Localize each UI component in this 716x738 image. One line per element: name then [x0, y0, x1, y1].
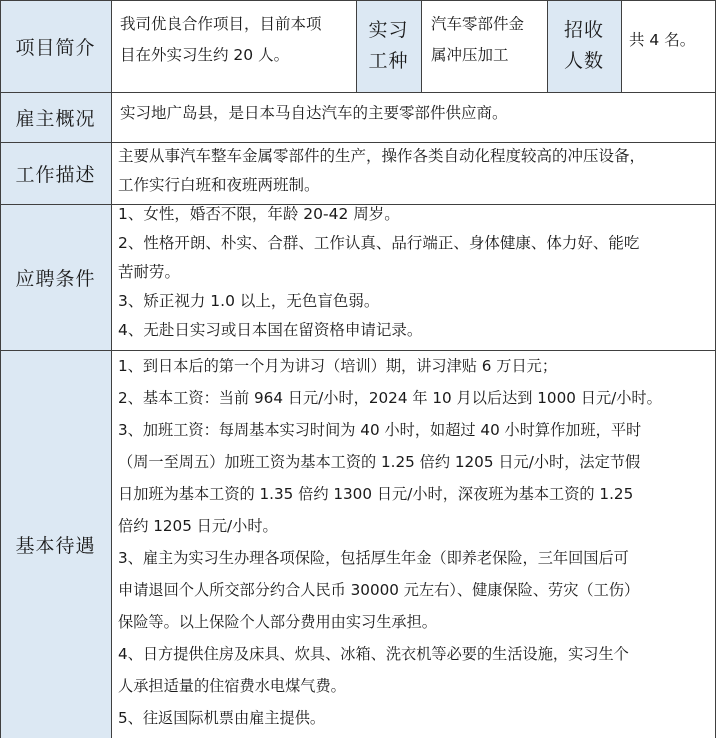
benefit-item: 4、日方提供住房及床具、炊具、冰箱、洗衣机等必要的生活设施，实习生个: [118, 645, 629, 663]
label-work: [0, 142, 111, 204]
label-employer-text: 雇主概况: [15, 107, 96, 130]
type-value-line: 汽车零部件金: [431, 15, 525, 33]
benefit-item: 保险等。以上保险个人部分费用由实习生承担。: [118, 613, 437, 631]
label-requirements: [0, 204, 111, 350]
benefit-item: 倍约 1205 日元/小时。: [118, 517, 278, 535]
project-description: [120, 9, 356, 71]
requirement-item: 3、矫正视力 1.0 以上，无色盲色弱。: [118, 292, 380, 310]
label-project: [0, 0, 111, 92]
grid-line: [421, 0, 422, 92]
requirements-list: [118, 200, 714, 345]
benefit-item: 3、加班工资：每周基本实习时间为 40 小时，如超过 40 小时算作加班，平时: [118, 421, 642, 439]
benefit-item: （周一至周五）加班工资为基本工资的 1.25 倍约 1205 日元/小时，法定节假: [118, 453, 641, 471]
requirement-item: 苦耐劳。: [118, 263, 181, 281]
project-line: 我司优良合作项目，目前本项: [120, 15, 322, 33]
label-recruit-line: 招收: [563, 19, 604, 41]
label-type-line: 实习: [368, 19, 409, 41]
benefit-item: 1、到日本后的第一个月为讲习（培训）期，讲习津贴 6 万日元；: [118, 357, 558, 375]
label-benefits: [0, 350, 111, 738]
requirement-item: 2、性格开朗、朴实、合群、工作认真、品行端正、身体健康、体力好、能吃: [118, 234, 640, 252]
type-value-line: 属冲压加工: [431, 46, 509, 64]
grid-line: [0, 350, 716, 351]
label-work-text: 工作描述: [15, 163, 96, 186]
work-line: 工作实行白班和夜班两班制。: [118, 176, 320, 194]
benefit-item: 人承担适量的住宿费水电煤气费。: [118, 677, 346, 695]
label-requirements-text: 应聘条件: [15, 267, 96, 290]
grid-line: [0, 0, 716, 1]
grid-line: [356, 0, 357, 92]
grid-line: [0, 204, 716, 205]
grid-line: [0, 92, 716, 93]
grid-line: [0, 0, 1, 738]
recruit-value: 共 4 名。: [629, 31, 696, 49]
benefit-item: 3、雇主为实习生办理各项保险，包括厚生年金（即养老保险，三年回国后可: [118, 549, 629, 567]
label-recruit-line: 人数: [563, 50, 604, 72]
label-employer: [0, 92, 111, 142]
benefit-item: 5、往返国际机票由雇主提供。: [118, 709, 326, 727]
grid-line: [0, 142, 716, 143]
label-type: [356, 0, 421, 92]
benefit-item: 申请退回个人所交部分约合人民币 30000 元左右）、健康保险、劳灾（工伤）: [118, 581, 640, 599]
label-type-line: 工种: [368, 50, 409, 72]
grid-line: [621, 0, 622, 92]
benefits-list: [118, 350, 714, 734]
requirement-item: 4、无赴日实习或日本国在留资格申请记录。: [118, 321, 423, 339]
grid-line: [111, 0, 112, 738]
label-recruit: [547, 0, 621, 92]
work-line: 主要从事汽车整车金属零部件的生产，操作各类自动化程度较高的冲压设备，: [118, 147, 646, 165]
label-project-text: 项目简介: [15, 36, 96, 59]
benefit-item: 2、基本工资：当前 964 日元/小时，2024 年 10 月以后达到 1000 日元/小时。: [118, 389, 662, 407]
type-value: [431, 9, 547, 71]
project-line: 目在外实习生约 20 人。: [120, 46, 290, 64]
benefit-item: 日加班为基本工资的 1.35 倍约 1300 日元/小时，深夜班为基本工资的 1.25: [118, 485, 634, 503]
label-benefits-text: 基本待遇: [15, 534, 96, 557]
employer-text: 实习地广岛县，是日本马自达汽车的主要零部件供应商。: [120, 104, 508, 122]
requirement-item: 1、女性，婚否不限，年龄 20-42 周岁。: [118, 205, 400, 223]
work-description: [118, 142, 714, 200]
grid-line: [547, 0, 548, 92]
